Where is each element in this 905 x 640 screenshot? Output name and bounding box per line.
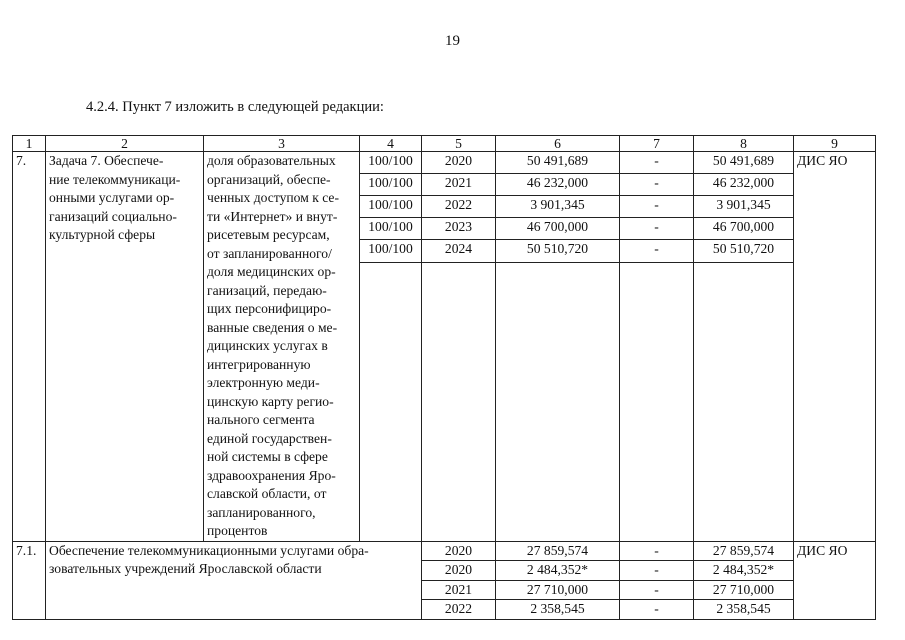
- text-line: Обеспечение телекоммуникационными услугами обра-: [49, 542, 369, 558]
- activity-text: [46, 541, 422, 619]
- year: 2024: [422, 240, 496, 262]
- regional-amount: 46 700,000: [694, 218, 794, 240]
- federal-amount: -: [620, 600, 694, 620]
- text-line: ганизаций, передаю-: [207, 282, 327, 298]
- federal-amount: -: [620, 196, 694, 218]
- regional-amount: 27 710,000: [694, 580, 794, 600]
- col-header: 5: [422, 136, 496, 152]
- text-line: организаций, обеспе-: [207, 171, 331, 187]
- year: 2020: [422, 541, 496, 561]
- regional-amount: 3 901,345: [694, 196, 794, 218]
- col-header: 7: [620, 136, 694, 152]
- text-line: электронную меди-: [207, 375, 320, 390]
- regional-amount: 50 510,720: [694, 240, 794, 262]
- text-line: ти «Интернет» и внут-: [207, 208, 338, 224]
- text-line: доля медицинских ор-: [207, 264, 336, 279]
- text-line: ганизаций социально-: [49, 208, 177, 224]
- total-amount: 2 358,545: [496, 600, 620, 620]
- year: 2022: [422, 600, 496, 620]
- year: 2022: [422, 196, 496, 218]
- regional-amount: 50 491,689: [694, 152, 794, 174]
- regional-amount: 2 358,545: [694, 600, 794, 620]
- text-line: интегрированную: [207, 356, 311, 372]
- empty-cell: [694, 262, 794, 541]
- text-line: здравоохранения Яро-: [207, 467, 336, 483]
- executor: ДИС ЯО: [794, 152, 876, 542]
- year: 2020: [422, 152, 496, 174]
- federal-amount: -: [620, 561, 694, 581]
- text-line: онными услугами ор-: [49, 190, 175, 205]
- regional-amount: 27 859,574: [694, 541, 794, 561]
- empty-cell: [496, 262, 620, 541]
- federal-amount: -: [620, 218, 694, 240]
- row-number: 7.: [13, 152, 46, 542]
- year: 2023: [422, 218, 496, 240]
- col-header: 8: [694, 136, 794, 152]
- task-name: [46, 152, 204, 542]
- text-line: от запланированного/: [207, 245, 332, 261]
- text-line: цинскую карту регио-: [207, 393, 334, 409]
- total-amount: 27 710,000: [496, 580, 620, 600]
- year: 2020: [422, 561, 496, 581]
- text-line: славской области, от: [207, 486, 327, 501]
- text-line: нального сегмента: [207, 412, 315, 427]
- text-line: рисетевым ресурсам,: [207, 227, 330, 242]
- text-line: ванные сведения о ме-: [207, 319, 338, 335]
- text-line: процентов: [207, 523, 268, 538]
- program-table: [12, 135, 876, 620]
- indicator-text: [204, 152, 360, 542]
- target-value: 100/100: [360, 240, 422, 262]
- federal-amount: -: [620, 152, 694, 174]
- total-amount: 2 484,352*: [496, 561, 620, 581]
- regional-amount: 46 232,000: [694, 174, 794, 196]
- text-line: зовательных учреждений Ярославской области: [49, 561, 322, 576]
- federal-amount: -: [620, 541, 694, 561]
- executor: ДИС ЯО: [794, 541, 876, 619]
- empty-cell: [620, 262, 694, 541]
- text-line: единой государствен-: [207, 430, 332, 446]
- text-line: культурной сферы: [49, 227, 156, 242]
- section-heading: 4.2.4. Пункт 7 изложить в следующей редакции:: [86, 99, 384, 115]
- page-number: 19: [445, 33, 460, 49]
- total-amount: 50 510,720: [496, 240, 620, 262]
- text-line: ной системы в сфере: [207, 449, 328, 464]
- federal-amount: -: [620, 580, 694, 600]
- text-line: запланированного,: [207, 504, 316, 520]
- text-line: ченных доступом к се-: [207, 190, 339, 205]
- text-line: дицинских услугах в: [207, 338, 328, 353]
- target-value: 100/100: [360, 196, 422, 218]
- federal-amount: -: [620, 240, 694, 262]
- text-line: щих персонифициро-: [207, 301, 332, 316]
- regional-amount: 2 484,352*: [694, 561, 794, 581]
- col-header: 3: [204, 136, 360, 152]
- col-header: 9: [794, 136, 876, 152]
- column-number-row: [13, 136, 876, 152]
- col-header: 2: [46, 136, 204, 152]
- row-number: 7.1.: [13, 541, 46, 619]
- total-amount: 46 232,000: [496, 174, 620, 196]
- text-line: доля образовательных: [207, 153, 336, 168]
- federal-amount: -: [620, 174, 694, 196]
- target-value: 100/100: [360, 174, 422, 196]
- text-line: ние телекоммуникаци-: [49, 171, 181, 187]
- year: 2021: [422, 174, 496, 196]
- empty-cell: [360, 262, 422, 541]
- col-header: 4: [360, 136, 422, 152]
- total-amount: 50 491,689: [496, 152, 620, 174]
- target-value: 100/100: [360, 218, 422, 240]
- total-amount: 3 901,345: [496, 196, 620, 218]
- target-value: 100/100: [360, 152, 422, 174]
- text-line: Задача 7. Обеспече-: [49, 153, 164, 168]
- year: 2021: [422, 580, 496, 600]
- total-amount: 27 859,574: [496, 541, 620, 561]
- table-row: [13, 152, 876, 174]
- col-header: 6: [496, 136, 620, 152]
- total-amount: 46 700,000: [496, 218, 620, 240]
- col-header: 1: [13, 136, 46, 152]
- empty-cell: [422, 262, 496, 541]
- table-row: [13, 541, 876, 561]
